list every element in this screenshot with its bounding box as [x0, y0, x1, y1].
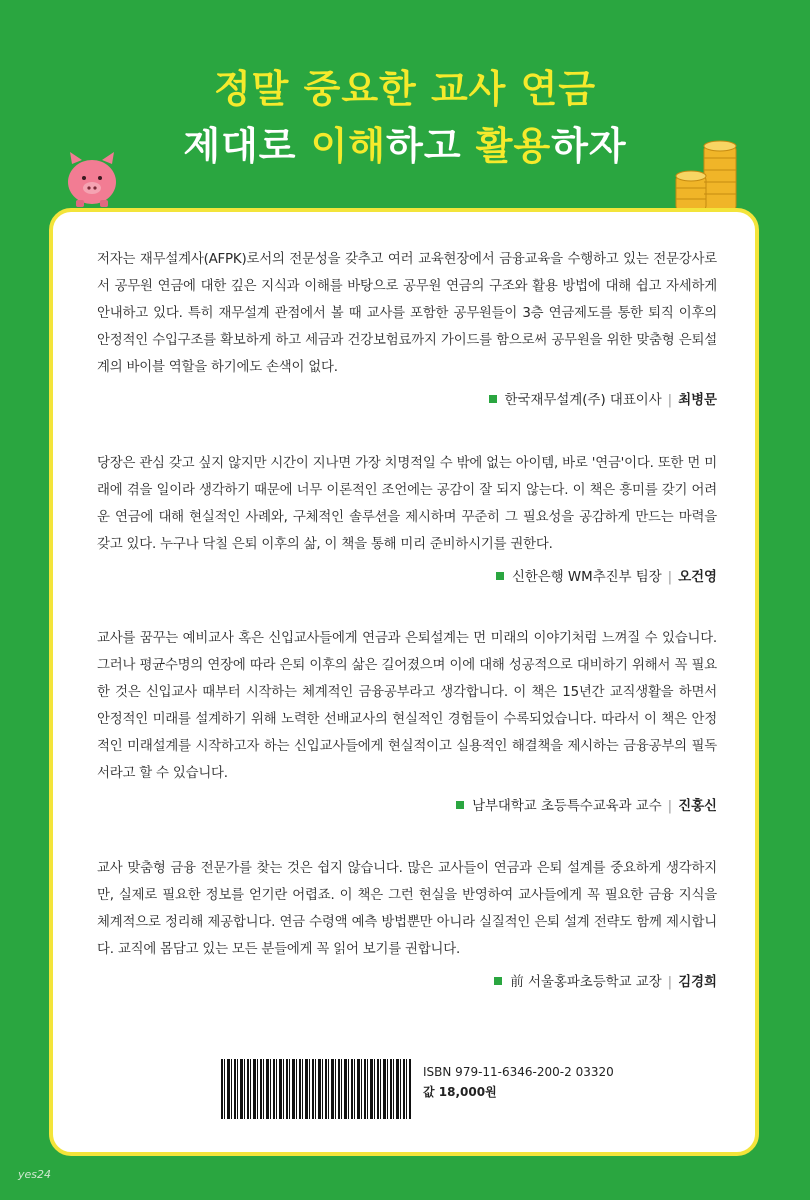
review-text: 교사 맞춤형 금융 전문가를 찾는 것은 쉽지 않습니다. 많은 교사들이 연금과 은퇴 설계를 중요하게 생각하지만, 실제로 필요한 정보를 얻기란 어렵죠. 이 책은 그런 현실을 반영하여 교사들에게 꼭 필요한 금융 지식을 체계적으로 정리해 제공합니다. 연금 수령액 예측 방법뿐만 아니라 실질적인 은퇴 설계 전략도 함께 제시합니다. 교직에 몸담고 있는 모든 분들에게 꼭 읽어 보기를 권합니다.: [97, 861, 717, 957]
bullet-square-icon: [494, 977, 502, 985]
piggy-bank-icon: [64, 150, 120, 208]
reviewer-name: 최병문: [678, 393, 717, 408]
reviewer-name: 진홍신: [678, 799, 717, 814]
reviewer-affiliation: 남부대학교 초등특수교육과 교수: [472, 799, 662, 814]
headline-line-1: 정말 중요한 교사 연금: [213, 67, 597, 111]
review-block-4: [97, 855, 717, 990]
reviewer-name: 김경희: [678, 975, 717, 990]
coin-stack-icon: [672, 138, 742, 212]
review-signature: [97, 971, 717, 990]
review-block-3: [97, 625, 717, 814]
divider: |: [667, 393, 673, 408]
divider: |: [667, 975, 673, 990]
reviewer-affiliation: 前 서울홍파초등학교 교장: [510, 975, 662, 990]
headline-part: 제대로: [183, 124, 311, 168]
review-text: 교사를 꿈꾸는 예비교사 혹은 신입교사들에게 연금과 은퇴설계는 먼 미래의 이야기처럼 느껴질 수 있습니다. 그러나 평균수명의 연장에 따라 은퇴 이후의 삶은 길어졌으며 이에 대해 성공적으로 대비하기 위해서 꼭 필요한 것은 신입교사 때부터 시작하는 체계적인 금융공부라고 생각합니다. 이 책은 15년간 교직생활을 하면서 안정적인 미래를 설계하기 위해 노력한 선배교사의 현실적인 경험들이 수록되었습니다. 따라서 이 책은 안정적인 미래설계를 시작하고자 하는 신입교사들에게 현실적이고 실용적인 해결책을 제시하는 금융공부의 필독서라고 할 수 있습니다.: [97, 631, 717, 781]
isbn-info: [423, 1062, 614, 1102]
review-card: [49, 208, 759, 1156]
headline-part: 하고: [386, 124, 476, 168]
price-label: 값 18,000원: [423, 1085, 497, 1099]
review-block-1: [97, 246, 717, 408]
bullet-square-icon: [456, 801, 464, 809]
headline-part: 하자: [551, 124, 627, 168]
barcode-image: [221, 1059, 411, 1119]
divider: |: [667, 799, 673, 814]
headline-highlight: 활용: [475, 124, 552, 168]
review-text: 저자는 재무설계사(AFPK)로서의 전문성을 갖추고 여러 교육현장에서 금융교육을 수행하고 있는 전문강사로서 공무원 연금에 대한 깊은 지식과 이해를 바탕으로 공무원 연금의 구조와 활용 방법에 대해 쉽고 자세하게 안내하고 있다. 특히 재무설계 관점에서 볼 때 교사를 포함한 공무원들이 3층 연금제도를 통한 퇴직 이후의 안정적인 수입구조를 확보하게 하고 세금과 건강보험료까지 가이드를 함으로써 공무원을 위한 맞춤형 은퇴설계의 바이블 역할을 하기에도 손색이 없다.: [97, 252, 717, 375]
headline-highlight: 이해: [310, 124, 387, 168]
review-signature: [97, 566, 717, 585]
reviewer-name: 오건영: [678, 570, 717, 585]
divider: |: [667, 570, 673, 585]
review-block-2: [97, 450, 717, 585]
reviewer-affiliation: 한국재무설계(주) 대표이사: [504, 393, 662, 408]
review-signature: [97, 795, 717, 814]
isbn-number: ISBN 979-11-6346-200-2 03320: [423, 1065, 614, 1079]
reviewer-affiliation: 신한은행 WM추진부 팀장: [511, 570, 662, 585]
watermark-logo: yes24: [18, 1168, 52, 1181]
bullet-square-icon: [489, 395, 497, 403]
review-signature: [97, 389, 717, 408]
review-text: 당장은 관심 갖고 싶지 않지만 시간이 지나면 가장 치명적일 수 밖에 없는 아이템, 바로 '연금'이다. 또한 먼 미래에 겪을 일이라 생각하기 때문에 너무 이론적인 조언에는 공감이 잘 되지 않는다. 이 책은 흥미를 갖기 어려운 연금에 대해 현실적인 사례와, 구체적인 솔루션을 제시하며 꾸준히 그 필요성을 공감하게 만드는 마력을 갖고 있다. 누구나 닥칠 은퇴 이후의 삶, 이 책을 통해 미리 준비하시기를 권한다.: [97, 456, 717, 552]
bullet-square-icon: [496, 572, 504, 580]
